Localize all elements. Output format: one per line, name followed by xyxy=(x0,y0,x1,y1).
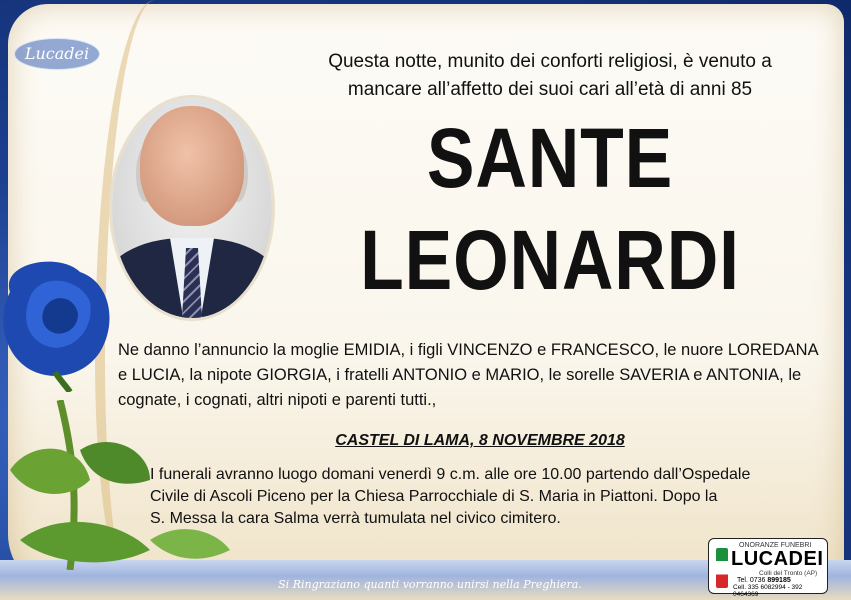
portrait-head xyxy=(140,106,244,226)
announcement-line-1: Ne danno l’annuncio la moglie EMIDIA, i figli VINCENZO e FRANCESCO, le nuore LOREDANA xyxy=(118,341,819,359)
lucadei-logo: Lucadei xyxy=(14,38,100,70)
agency-caption: ONORANZE FUNEBRI xyxy=(739,542,812,549)
agency-tel-number: 899185 xyxy=(767,577,791,584)
italian-flag-icon xyxy=(716,548,728,588)
agency-cell: Cell. 335 6082994 - 392 0464369 xyxy=(733,584,803,598)
intro-text xyxy=(280,48,820,104)
agency-tel-label: Tel. 0736 xyxy=(737,577,766,584)
blue-rose-icon xyxy=(0,252,118,392)
agency-location: Colli del Tronto (AP) xyxy=(759,570,818,577)
funeral-line-3: S. Messa la cara Salma verrà tumulata nel civico cimitero. xyxy=(150,510,561,527)
announcement-line-2: e LUCIA, la nipote GIORGIA, i fratelli ANTONIO e MARIO, le sorelle SAVERIA e ANTONIA, le xyxy=(118,366,802,384)
announcement-line-3: cognate, i cognati, altri nipoti e parenti tutti., xyxy=(118,391,437,409)
intro-line-1: Questa notte, munito dei conforti religiosi, è venuto a xyxy=(328,51,772,72)
agency-brand: LUCADEI xyxy=(731,548,824,570)
announcement-text xyxy=(118,338,830,413)
agency-box xyxy=(708,538,828,598)
agency-telephone xyxy=(737,577,791,584)
place-date: CASTEL DI LAMA, 8 NOVEMBRE 2018 xyxy=(335,432,625,449)
intro-line-2: mancare all’affetto dei suoi cari all’età di anni 85 xyxy=(347,79,753,100)
funeral-line-2: Civile di Ascoli Piceno per la Chiesa Parrocchiale di S. Maria in Piattoni. Dopo la xyxy=(150,488,718,505)
deceased-first-name: SANTE xyxy=(426,111,674,205)
thanks-footer: Si Ringraziano quanti vorranno unirsi nella Preghiera. xyxy=(278,578,582,591)
portrait-photo xyxy=(112,98,272,318)
funeral-text xyxy=(150,464,830,530)
funeral-line-1: I funerali avranno luogo domani venerdì 9 c.m. alle ore 10.00 partendo dall’Ospedale xyxy=(150,466,751,483)
deceased-last-name: LEONARDI xyxy=(360,213,740,307)
